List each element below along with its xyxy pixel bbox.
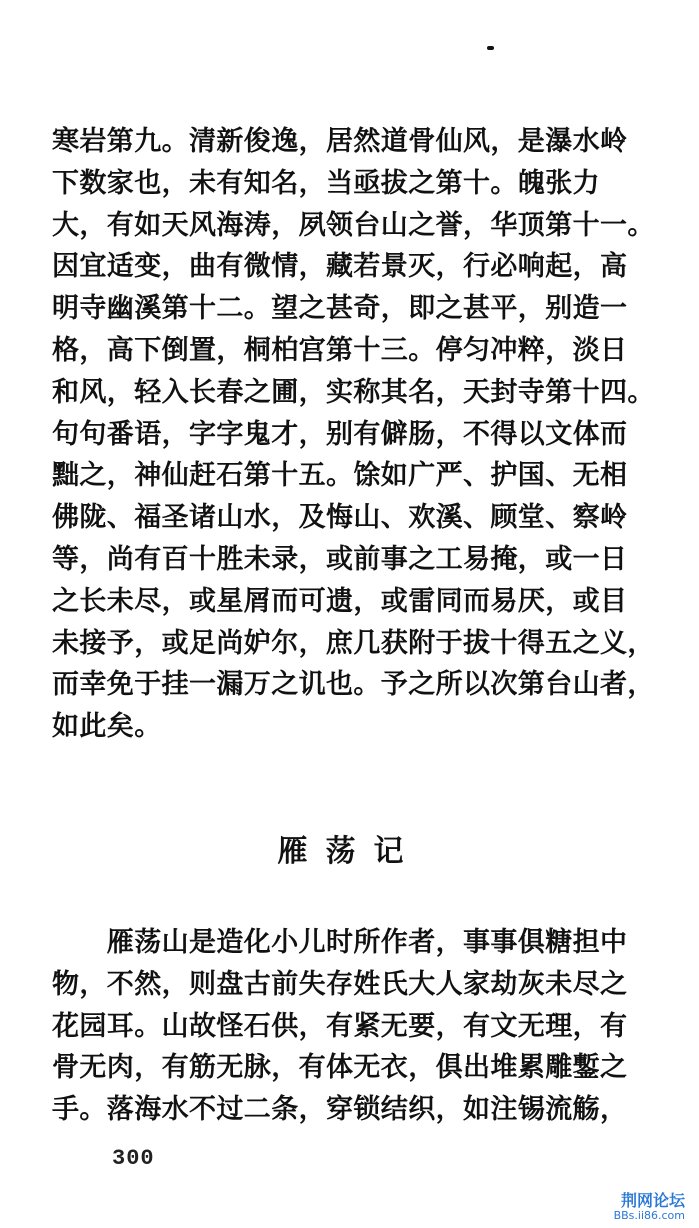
text-line: 大，有如天风海涛，夙领台山之誉，华顶第十一。 xyxy=(52,209,655,241)
text-line: 未接予，或足尚妒尔，庶几获附于拔十得五之义， xyxy=(52,627,655,659)
text-line: 而幸免于挂一漏万之讥也。予之所以次第台山者， xyxy=(52,669,655,701)
text-line: 物，不然，则盘古前失存姓氏大人家劫灰未尽之 xyxy=(52,968,628,1000)
text-line: 和风，轻入长春之圃，实称其名，天封寺第十四。 xyxy=(52,376,655,408)
watermark-title: 荆网论坛 xyxy=(620,1191,685,1211)
print-speck xyxy=(487,46,494,50)
text-line: 下数家也，未有知名，当亟拔之第十。魄张力 xyxy=(52,167,600,199)
text-line: 等，尚有百十胜未录，或前事之工易掩，或一日 xyxy=(52,543,628,575)
text-line: 句句番语，字字鬼才，别有僻肠，不得以文体而 xyxy=(52,418,628,450)
paragraph-continued xyxy=(52,121,655,748)
text-line: 黜之，神仙赶石第十五。馀如广严、护国、无相 xyxy=(52,460,628,492)
watermark xyxy=(614,1192,685,1222)
text-line: 佛陇、福圣诸山水，及悔山、欢溪、顾堂、察岭 xyxy=(52,502,628,534)
text-line: 骨无肉，有筋无脉，有体无衣，俱出堆累雕鏨之 xyxy=(52,1052,628,1084)
text-line: 之长未尽，或星屑而可遗，或雷同而易厌，或目 xyxy=(52,585,628,617)
section-title: 雁荡记 xyxy=(277,834,422,869)
text-line: 明寺幽溪第十二。望之甚奇，即之甚平，别造一 xyxy=(52,293,628,325)
text-line: 因宜适变，曲有微情，藏若景灭，行必响起，高 xyxy=(52,251,628,283)
paragraph-section-start xyxy=(52,922,628,1131)
text-line: 手。落海水不过二条，穿锁结织，如注锡流觞， xyxy=(52,1094,628,1126)
watermark-url: BBs.ii86.com xyxy=(613,1208,685,1222)
text-line: 花园耳。山故怪石供，有紧无要，有文无理，有 xyxy=(52,1010,628,1042)
text-line: 寒岩第九。清新俊逸，居然道骨仙风，是瀑水岭 xyxy=(52,126,628,157)
text-line: 格，高下倒置，桐柏宫第十三。停匀冲粹，淡日 xyxy=(52,334,628,366)
text-line: 如此矣。 xyxy=(52,711,162,743)
page-number: 300 xyxy=(112,1146,155,1171)
text-line: 雁荡山是造化小儿时所作者，事事俱糖担中 xyxy=(52,927,628,958)
